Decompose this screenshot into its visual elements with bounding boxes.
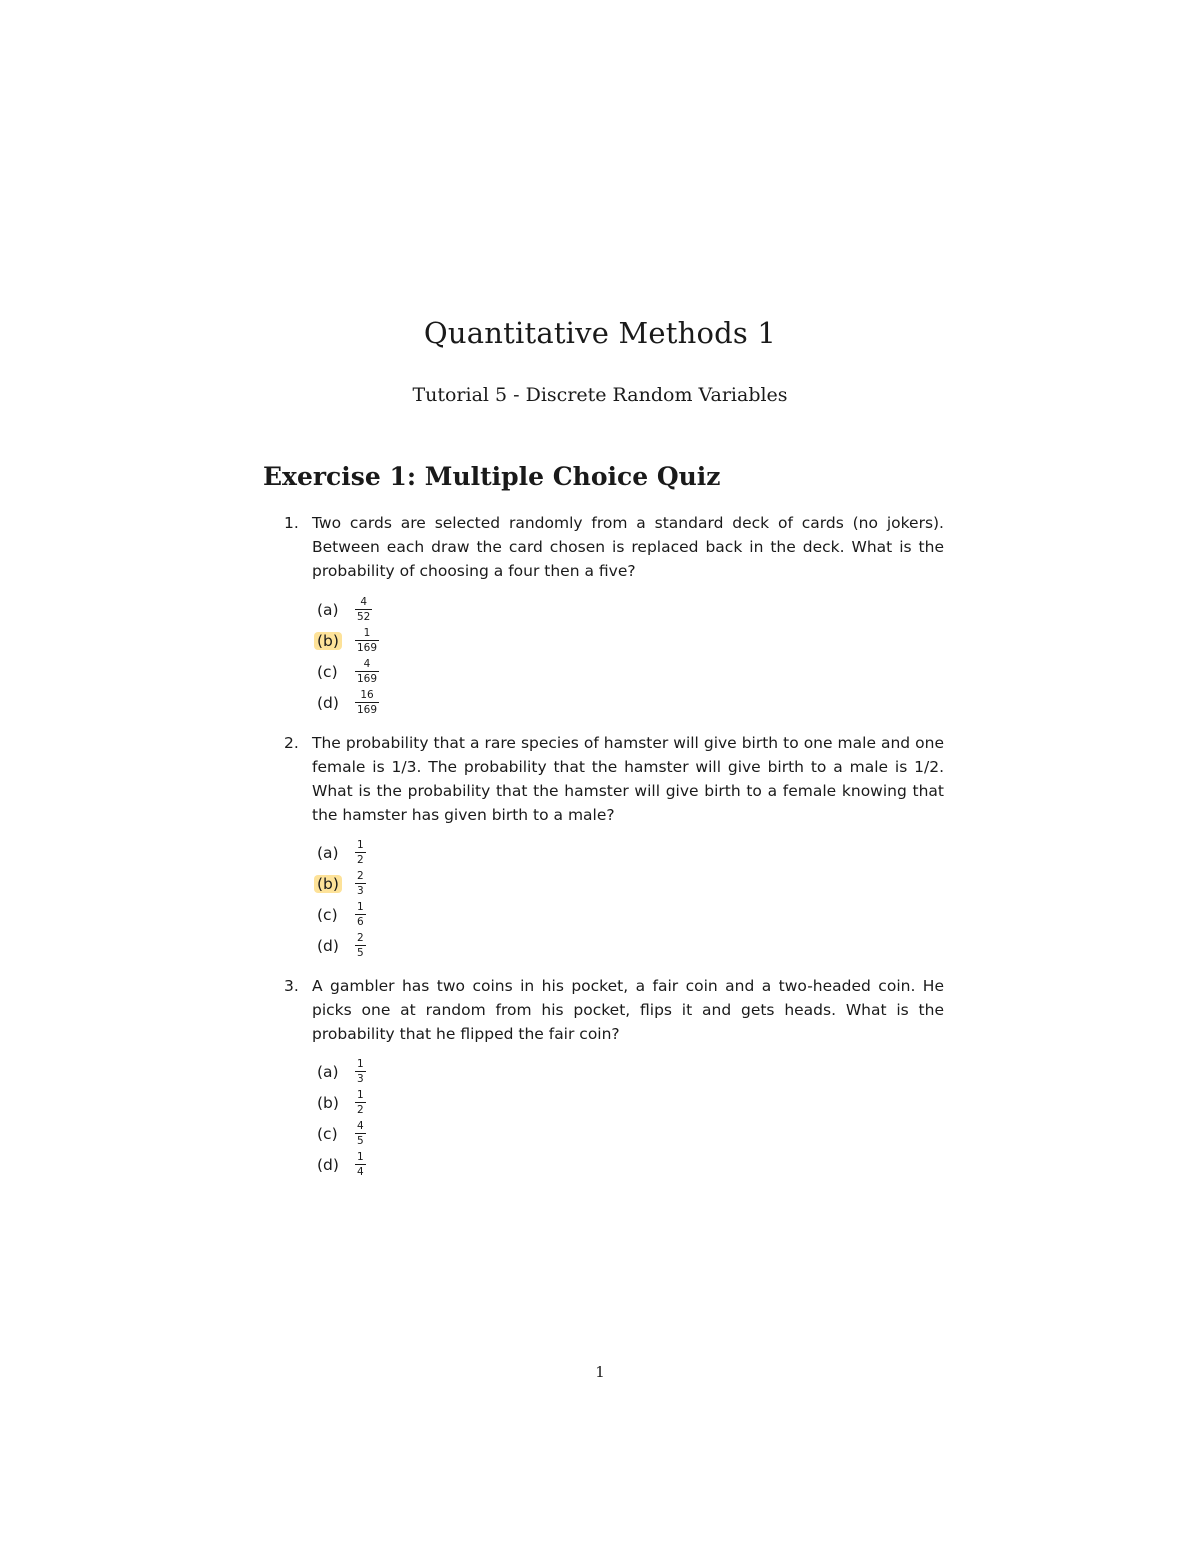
- section-heading: Exercise 1: Multiple Choice Quiz: [263, 462, 721, 491]
- option-label: (d): [317, 1156, 339, 1174]
- fraction-denominator: 5: [357, 1135, 364, 1147]
- fraction-bar: [355, 702, 379, 703]
- fraction-numerator: 4: [363, 658, 371, 670]
- question-number: 3.: [284, 977, 299, 995]
- option-label: (a): [317, 844, 339, 862]
- fraction-numerator: 2: [357, 932, 364, 944]
- fraction-denominator: 169: [357, 673, 378, 685]
- option-label: (d): [317, 937, 339, 955]
- fraction-numerator: 4: [357, 1120, 364, 1132]
- fraction: [355, 870, 366, 897]
- fraction-numerator: 1: [357, 901, 364, 913]
- fraction-denominator: 169: [357, 704, 378, 716]
- fraction-bar: [355, 1071, 366, 1072]
- fraction: [355, 1120, 366, 1147]
- fraction-denominator: 52: [357, 611, 371, 623]
- question-number: 2.: [284, 734, 299, 752]
- fraction: [355, 658, 379, 685]
- fraction: [355, 839, 366, 866]
- fraction: [355, 596, 372, 623]
- option-label: (c): [317, 1125, 338, 1143]
- fraction-denominator: 169: [357, 642, 378, 654]
- fraction-bar: [355, 1102, 366, 1103]
- option-label: (c): [317, 663, 338, 681]
- fraction-bar: [355, 945, 366, 946]
- fraction: [355, 627, 379, 654]
- fraction-bar: [355, 640, 379, 641]
- fraction-bar: [355, 609, 372, 610]
- fraction-denominator: 3: [357, 885, 364, 897]
- question-text: A gambler has two coins in his pocket, a fair coin and a two-headed coin. He picks one at random from his pocket, flips it and gets heads. What is the probability that he flipped the fair coin?: [312, 977, 944, 1043]
- option-label: (a): [317, 601, 339, 619]
- document-title: Quantitative Methods 1: [423, 316, 777, 350]
- page-number: 1: [595, 1363, 605, 1381]
- fraction-numerator: 16: [360, 689, 374, 701]
- question-number: 1.: [284, 514, 299, 532]
- fraction-denominator: 2: [357, 1104, 364, 1116]
- fraction-denominator: 4: [357, 1166, 364, 1178]
- fraction: [355, 1089, 366, 1116]
- fraction-bar: [355, 1164, 366, 1165]
- fraction-bar: [355, 671, 379, 672]
- question-text: Two cards are selected randomly from a standard deck of cards (no jokers). Between each draw the card chosen is replaced back in the deck. What is the probability of choosing a four then a five?: [312, 514, 944, 580]
- fraction-numerator: 2: [357, 870, 364, 882]
- fraction-denominator: 2: [357, 854, 364, 866]
- fraction-numerator: 1: [357, 839, 364, 851]
- question-text: The probability that a rare species of hamster will give birth to one male and one female is 1/3. The probability that the hamster will give birth to a male is 1/2. What is the probability that the hamster will give birth to a female knowing that the hamster has given birth to a male?: [312, 734, 944, 824]
- fraction-numerator: 1: [357, 1151, 364, 1163]
- fraction-bar: [355, 914, 366, 915]
- option-label: (c): [317, 906, 338, 924]
- option-label-highlighted: (b): [314, 632, 342, 650]
- option-label: (d): [317, 694, 339, 712]
- fraction-bar: [355, 883, 366, 884]
- option-label: (b): [317, 1094, 339, 1112]
- fraction-numerator: 1: [357, 1058, 364, 1070]
- fraction: [355, 1058, 366, 1085]
- fraction-denominator: 5: [357, 947, 364, 959]
- fraction-bar: [355, 1133, 366, 1134]
- option-label: (a): [317, 1063, 339, 1081]
- fraction: [355, 689, 379, 716]
- fraction-numerator: 4: [360, 596, 368, 608]
- document-subtitle: Tutorial 5 - Discrete Random Variables: [412, 384, 788, 406]
- fraction-numerator: 1: [363, 627, 371, 639]
- fraction: [355, 901, 366, 928]
- fraction: [355, 1151, 366, 1178]
- fraction: [355, 932, 366, 959]
- fraction-bar: [355, 852, 366, 853]
- fraction-numerator: 1: [357, 1089, 364, 1101]
- fraction-denominator: 6: [357, 916, 364, 928]
- option-label-highlighted: (b): [314, 875, 342, 893]
- fraction-denominator: 3: [357, 1073, 364, 1085]
